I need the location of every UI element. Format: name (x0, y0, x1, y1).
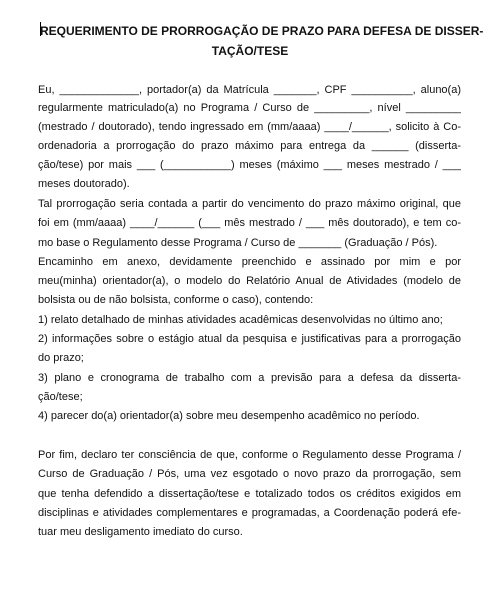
paragraph-line: foi em (mm/aaaa) ____/______ (___ mês mestrado / ___ mês doutorado), e tem co- (38, 217, 461, 229)
list-item: 2) informações sobre o estágio atual da pesquisa e justificativas para a prorrogação (38, 333, 461, 345)
paragraph-line: disciplinas e atividades complementares e programadas, a Coordenação poderá efe- (38, 507, 461, 519)
list-item: 3) plano e cronograma de trabalho com a previsão para a defesa da disserta- (38, 372, 461, 384)
paragraph-line: Eu, _____________, portador(a) da Matrícula _______, CPF __________, aluno(a) (38, 84, 461, 96)
list-item: ção/tese; (38, 391, 83, 403)
paragraph-line: Curso de Graduação / Pós, uma vez esgotado o novo prazo da prorrogação, sem (38, 468, 461, 480)
document-title-line-2: TAÇÃO/TESE (211, 44, 289, 58)
paragraph-line: regularmente matriculado(a) no Programa / Curso de _________, nível _________ (38, 102, 461, 114)
document-title-line-1: REQUERIMENTO DE PRORROGAÇÃO DE PRAZO PARA DEFESA DE DISSER- (40, 24, 484, 38)
paragraph-line: (mestrado / doutorado), tendo ingressado em (mm/aaaa) ____/______, solicito à Co- (38, 121, 461, 133)
list-item: do prazo; (38, 352, 84, 364)
paragraph-line: mo base o Regulamento desse Programa / Curso de _______ (Graduação / Pós). (38, 237, 438, 249)
paragraph-line: ordenadoria a prorrogação do prazo máximo para entrega da ______ (disserta- (38, 140, 461, 152)
list-item: 1) relato detalhado de minhas atividades acadêmicas desenvolvidas no último ano; (38, 314, 443, 326)
paragraph-line: meu(minha) orientador(a), o modelo do Relatório Anual de Atividades (modelo de (38, 275, 461, 287)
paragraph-line: tuar meu desligamento imediato do curso. (38, 526, 243, 538)
paragraph-line: Encaminho em anexo, devidamente preenchido e assinado por mim e por (38, 256, 461, 268)
paragraph-line: bolsista ou de não bolsista, conforme o caso), contendo: (38, 294, 314, 306)
paragraph-line: Por fim, declaro ter consciência de que, conforme o Regulamento desse Programa / (38, 449, 461, 461)
paragraph-line: Tal prorrogação seria contada a partir do vencimento do prazo máximo original, que (38, 198, 461, 210)
list-item: 4) parecer do(a) orientador(a) sobre meu desempenho acadêmico no período. (38, 410, 420, 422)
paragraph-line: meses doutorado). (38, 178, 130, 190)
paragraph-line: ção/tese) por mais ___ (___________) meses (máximo ___ meses mestrado / ___ (38, 159, 461, 171)
paragraph-line: que tenha defendido a dissertação/tese e totalizado todos os créditos exigidos em (38, 488, 461, 500)
